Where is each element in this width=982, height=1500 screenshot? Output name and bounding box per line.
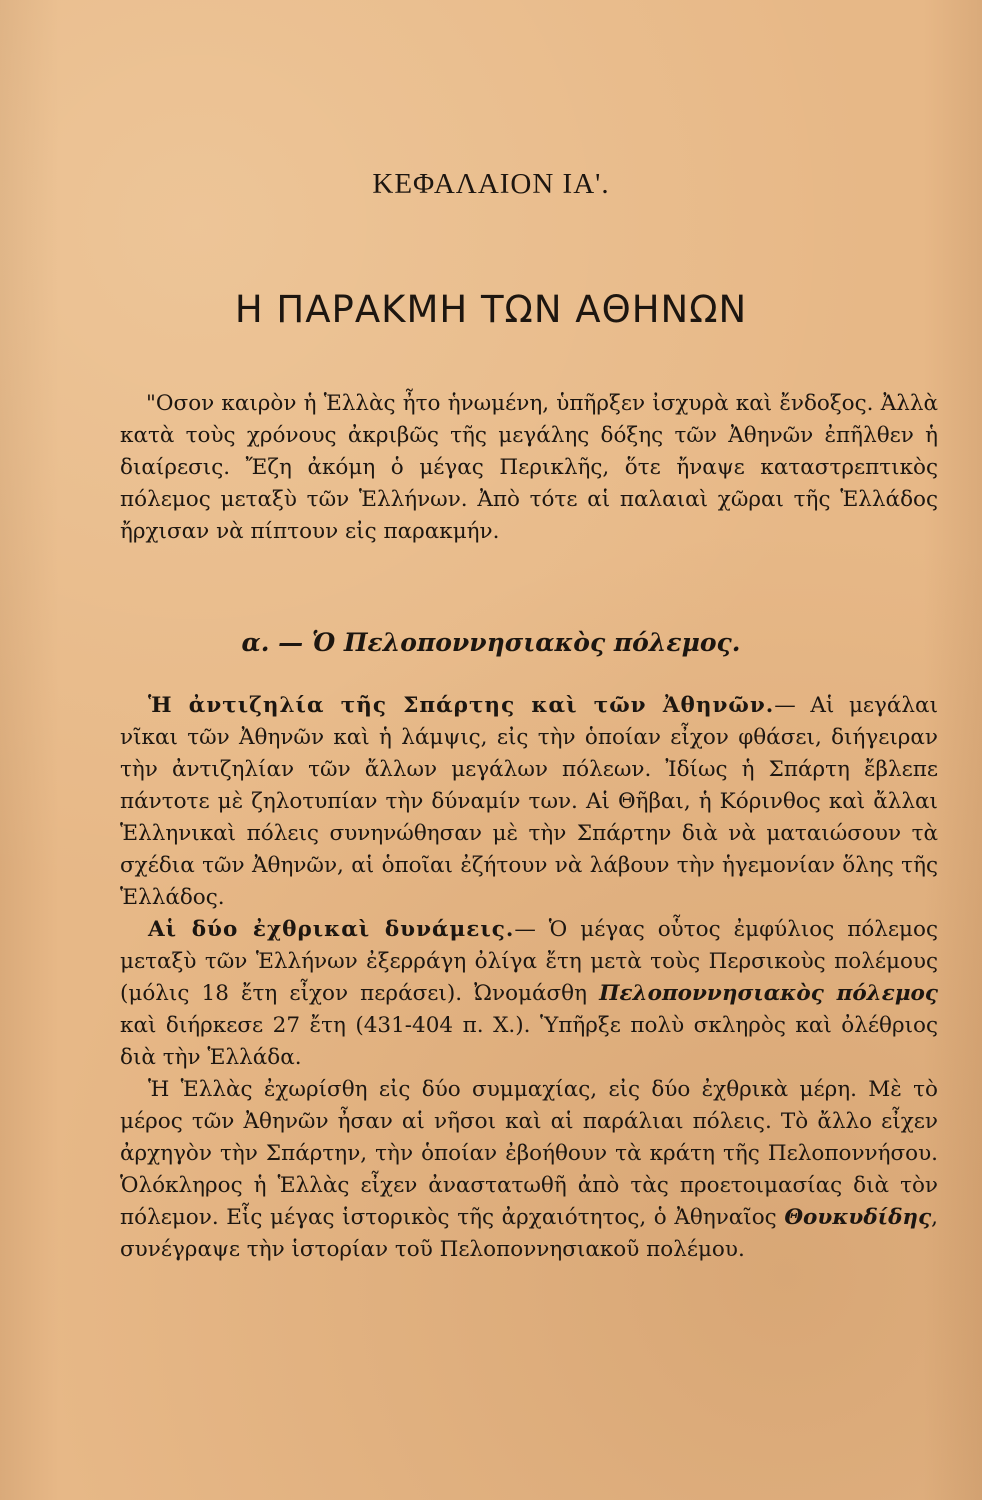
section-body (120, 690, 938, 1266)
paragraph-text-forces-b: καὶ διήρκεσε 27 ἔτη (431-404 π. Χ.). Ὑπῆρξε πολὺ σκληρὸς καὶ ὀλέθριος διὰ τὴν Ἑλλάδα. (120, 1013, 938, 1070)
chapter-title: Η ΠΑΡΑΚΜΗ ΤΩΝ ΑΘΗΝΩΝ (234, 288, 748, 331)
section-heading: α. — Ὁ Πελοποννησιακὸς πόλεμος. (241, 628, 741, 657)
paragraph-forces (120, 914, 938, 1074)
paragraph-text-alliances-a: Ἡ Ἑλλὰς ἐχωρίσθη εἰς δύο συμμαχίας, εἰς δύο ἐχθρικὰ μέρη. Μὲ τὸ μέρος τῶν Ἀθηνῶν ἦσαν αἱ νῆσοι καὶ αἱ παράλιαι πόλεις. Τὸ ἄλλο εἶχεν ἀρχηγὸν τὴν Σπάρτην, τὴν ὁποίαν ἐβοήθουν τὰ κράτη τῆς Πελοποννήσου. Ὁλόκληρος ἡ Ἑλλὰς εἶχεν ἀναστατωθῆ ἀπὸ τὰς προετοιμασίας διὰ τὸν πόλεμον. Εἷς μέγας ἱστορικὸς τῆς ἀρχαιότητος, ὁ Ἀθηναῖος (120, 1077, 938, 1230)
war-name-italic: Πελοποννησιακὸς πόλεμος (599, 981, 938, 1006)
intro-paragraph: "Οσον καιρὸν ἡ Ἑλλὰς ἦτο ἡνωμένη, ὑπῆρξεν ἰσχυρὰ καὶ ἔνδοξος. Ἀλλὰ κατὰ τοὺς χρόνους ἀκριβῶς τῆς μεγάλης δόξης τῶν Ἀθηνῶν ἐπῆλθεν ἡ διαίρεσις. Ἔζη ἀκόμη ὁ μέγας Περικλῆς, ὅτε ἤναψε καταστρεπτικὸς πόλεμος μεταξὺ τῶν Ἑλλήνων. Ἀπὸ τότε αἱ παλαιαὶ χῶραι τῆς Ἑλλάδος ἤρχισαν νὰ πίπτουν εἰς παρακμήν. (120, 391, 938, 544)
paragraph-alliances (120, 1074, 938, 1266)
chapter-heading: ΚΕΦΑΛΑΙΟΝ ΙΑ'. (372, 168, 610, 200)
paragraph-text-alliances-b: , συνέγραψε τὴν ἱστορίαν τοῦ Πελοποννησιακοῦ πολέμου. (120, 1205, 938, 1262)
paragraph-rivalry (120, 690, 938, 914)
paragraph-heading-rivalry: Ἡ ἀντιζηλία τῆς Σπάρτης καὶ τῶν Ἀθηνῶν. (148, 693, 775, 718)
paragraph-heading-forces: Αἱ δύο ἐχθρικαὶ δυνάμεις. (148, 917, 515, 942)
paragraph-text-forces-a: — Ὁ μέγας οὗτος ἐμφύλιος πόλεμος μεταξὺ τῶν Ἑλλήνων ἐξερράγη ὀλίγα ἔτη μετὰ τοὺς Περσικοὺς πολέμους (μόλις 18 ἔτη εἶχον περάσει). Ὠνομάσθη (120, 917, 938, 1006)
historian-name-italic: Θουκυδίδης (784, 1205, 932, 1230)
paragraph-text-rivalry: — Αἱ μεγάλαι νῖκαι τῶν Ἀθηνῶν καὶ ἡ λάμψις, εἰς τὴν ὁποίαν εἶχον φθάσει, διήγειραν τὴν ἀντιζηλίαν τῶν ἄλλων μεγάλων πόλεων. Ἰδίως ἡ Σπάρτη ἔβλεπε πάντοτε μὲ ζηλοτυπίαν τὴν δύναμίν των. Αἱ Θῆβαι, ἡ Κόρινθος καὶ ἄλλαι Ἑλληνικαὶ πόλεις συνηνώθησαν μὲ τὴν Σπάρτην διὰ νὰ ματαιώσουν τὰ σχέδια τῶν Ἀθηνῶν, αἱ ὁποῖαι ἐζήτουν νὰ λάβουν τὴν ἡγεμονίαν ὅλης τῆς Ἑλλάδος. (120, 693, 938, 910)
